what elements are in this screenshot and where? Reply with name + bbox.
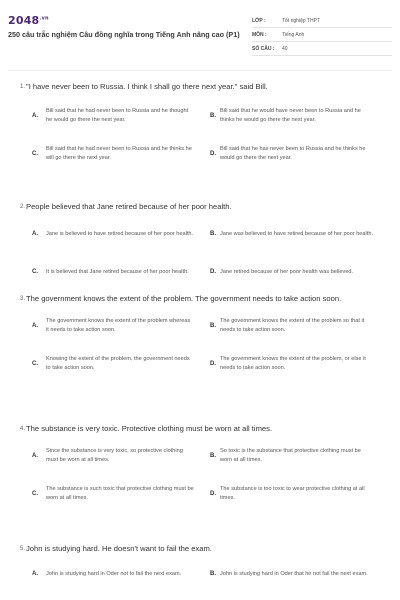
option-d[interactable] [200, 138, 392, 170]
option-letter: A. [32, 113, 38, 119]
option-text: John is studying hard in Oder not to fail the next exam. [46, 570, 182, 577]
option-letter: A. [32, 453, 38, 459]
question-3 [8, 294, 392, 380]
option-letter: C. [32, 491, 38, 497]
option-b[interactable] [200, 440, 392, 472]
question-stem-row [8, 294, 392, 304]
question-stem-row [8, 424, 392, 434]
options-grid [8, 440, 392, 510]
option-text: Jane retired because of her poor health was believed. [220, 268, 354, 275]
option-text: Since the substance is very toxic, so protective clothing must be worn at all times. [46, 448, 183, 463]
question-1 [8, 82, 392, 170]
option-a[interactable] [8, 100, 200, 132]
option-c[interactable] [8, 256, 200, 288]
option-a[interactable] [8, 440, 200, 472]
option-d[interactable] [200, 348, 392, 380]
meta-value: Tốt nghiệp THPT [282, 17, 320, 24]
option-b[interactable] [200, 218, 392, 250]
question-2 [8, 202, 392, 288]
option-text: The government knows the extent of the problem, or else it needs to take action soon. [220, 356, 366, 371]
option-text: The government knows the extent of the problem whereas it needs to take action soon. [46, 318, 191, 333]
meta-row-grade [252, 14, 392, 28]
option-text: The substance is too toxic to wear protective clothing at all times. [220, 486, 365, 501]
option-letter: C. [32, 151, 38, 157]
options-grid [8, 310, 392, 380]
option-letter: D. [210, 269, 216, 275]
option-letter: D. [210, 151, 216, 157]
option-text: Knowing the extent of the problem, the government needs to take action soon. [46, 356, 190, 371]
option-d[interactable] [200, 478, 392, 510]
question-number: 2. [20, 204, 26, 210]
question-stem-row [8, 82, 392, 92]
option-letter: B. [210, 113, 216, 119]
option-letter: C. [32, 361, 38, 367]
option-letter: D. [210, 361, 216, 367]
option-text: John is studying hard in Oder that he not fail the next exam. [220, 570, 368, 577]
question-stem: The government knows the extent of the problem. The government needs to take action soon. [26, 294, 342, 303]
option-a[interactable] [8, 310, 200, 342]
option-b[interactable] [200, 558, 392, 590]
option-a[interactable] [8, 558, 200, 590]
options-grid [8, 558, 392, 590]
option-text: So toxic is the substance that protective clothing must be worn at all times. [220, 448, 361, 463]
option-text: Bill said that he would have never been to Russia and he thinks he would go there the next year. [220, 108, 361, 123]
option-text: The substance is such toxic that protective clothing must be worn at all times. [46, 486, 194, 501]
document-title: 250 câu trắc nghiệm Câu đồng nghĩa trong Tiếng Anh nâng cao (P1) [8, 30, 240, 39]
option-b[interactable] [200, 100, 392, 132]
option-text: Bill said that he has never been to Russia and he thinks he would go there the next year. [220, 146, 366, 161]
option-letter: B. [210, 231, 216, 237]
question-stem: The substance is very toxic. Protective clothing must be worn at all times. [26, 424, 273, 433]
option-text: Bill said that he had never been to Russia and he thinks he will go there the next year. [46, 146, 192, 161]
question-stem-row [8, 544, 392, 554]
options-grid [8, 218, 392, 288]
meta-row-count [252, 42, 392, 56]
header-divider [8, 70, 392, 71]
site-logo[interactable] [8, 14, 49, 27]
question-stem: "I have never been to Russia. I think I shall go there next year." said Bill. [26, 82, 268, 91]
question-number: 4. [20, 426, 26, 432]
meta-key: LỚP : [252, 17, 266, 24]
meta-value: 40 [282, 45, 288, 52]
option-c[interactable] [8, 348, 200, 380]
question-stem: People believed that Jane retired because of her poor health. [26, 202, 232, 211]
question-number: 1. [20, 84, 26, 90]
option-letter: B. [210, 453, 216, 459]
option-text: It is believed that Jane retired because of her poor health. [46, 268, 189, 275]
page-header [0, 0, 400, 68]
logo-main: 2048 [8, 14, 40, 27]
meta-value: Tiếng Anh [282, 31, 305, 38]
option-c[interactable] [8, 478, 200, 510]
option-d[interactable] [200, 256, 392, 288]
meta-key: SỐ CÂU : [252, 45, 275, 52]
option-b[interactable] [200, 310, 392, 342]
question-number: 3. [20, 296, 26, 302]
question-4 [8, 424, 392, 510]
meta-row-subject [252, 28, 392, 42]
option-text: Jane was believed to have retired because of her poor health. [220, 230, 373, 237]
option-letter: A. [32, 571, 38, 577]
question-stem: John is studying hard. He doesn't want to fail the exam. [26, 544, 212, 553]
option-letter: B. [210, 323, 216, 329]
option-letter: A. [32, 323, 38, 329]
option-text: The government knows the extent of the problem so that it needs to take action soon. [220, 318, 365, 333]
option-letter: D. [210, 491, 216, 497]
meta-key: MÔN : [252, 31, 267, 38]
options-grid [8, 100, 392, 170]
question-number: 5. [20, 546, 26, 552]
option-text: Jane is believed to have retired because of her poor health. [46, 230, 194, 237]
question-5 [8, 544, 392, 590]
logo-suffix: .vn [39, 15, 49, 22]
option-a[interactable] [8, 218, 200, 250]
option-letter: B. [210, 571, 216, 577]
question-stem-row [8, 202, 392, 212]
option-letter: C. [32, 269, 38, 275]
option-letter: A. [32, 231, 38, 237]
option-c[interactable] [8, 138, 200, 170]
option-text: Bill said that he had never been to Russia and he thought he would go there the next year. [46, 108, 189, 123]
